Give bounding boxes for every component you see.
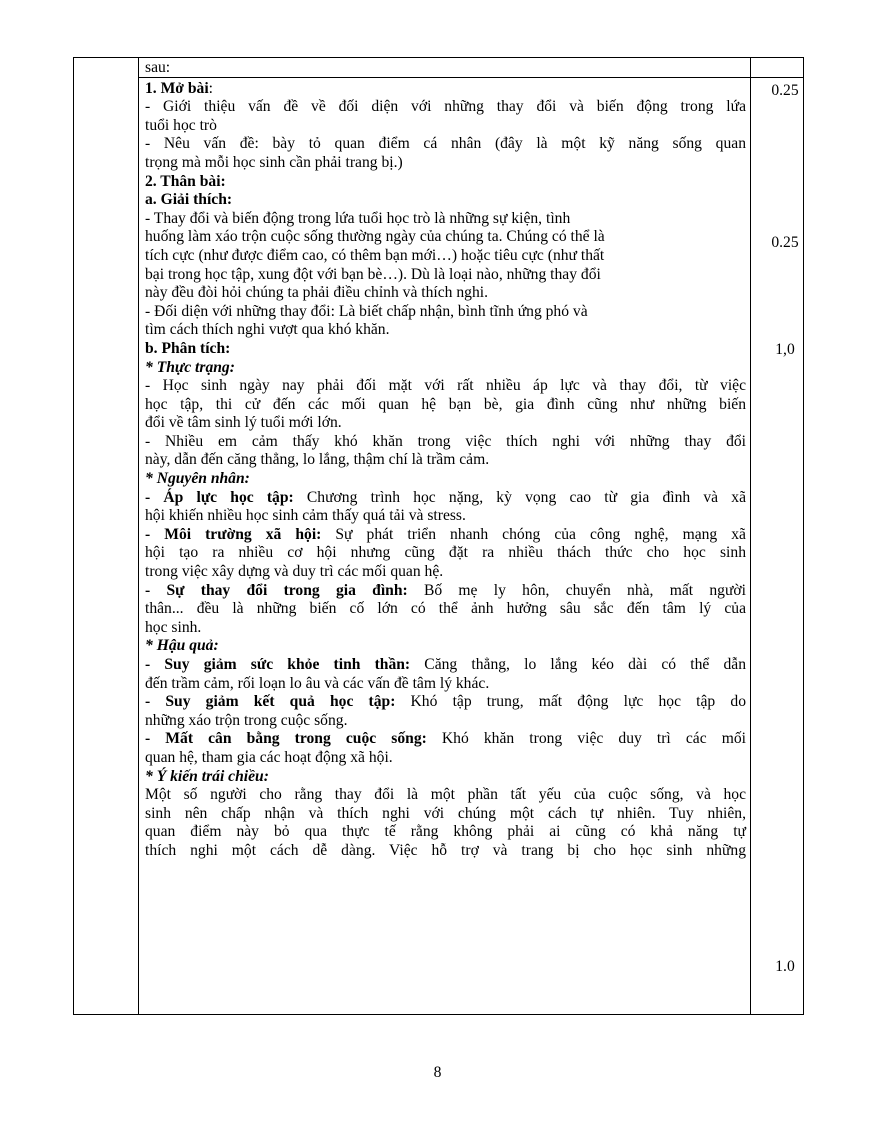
column-divider-1 xyxy=(138,58,139,1014)
text-line: đổi về tâm sinh lý tuổi mới lớn. xyxy=(145,414,342,432)
heading-y-kien-trai-chieu: * Ý kiến trái chiều: xyxy=(145,767,269,785)
text-line: - Học sinh ngày nay phải đối mặt với rất nhiều áp lực và thay đổi, từ việc xyxy=(145,377,746,395)
answer-content xyxy=(145,59,746,861)
text-line: bại trong học tập, xung đột với bạn bè…). Dù là loại nào, những thay đổi xyxy=(145,265,601,283)
heading-giai-thich: a. Giải thích: xyxy=(145,191,233,209)
text-line: thích nghi một cách dễ dàng. Việc hỗ trợ và trang bị cho học sinh những xyxy=(145,841,746,859)
text-line: quan hệ, tham gia các hoạt động xã hội. xyxy=(145,748,393,766)
text-line: Một số người cho rằng thay đổi là một phần tất yếu của cuộc sống, và học xyxy=(145,786,746,804)
text-line: - Suy giảm sức khỏe tinh thần: Căng thẳng, lo lắng kéo dài có thể dẫn xyxy=(145,656,746,673)
text-line: này, dẫn đến căng thẳng, lo lắng, thậm chí là trầm cảm. xyxy=(145,451,490,469)
heading-mo-bai: 1. Mở bài: xyxy=(145,79,213,97)
text-line: huống làm xáo trộn cuộc sống thường ngày của chúng ta. Chúng có thể là xyxy=(145,228,605,246)
text-line: tìm cách thích nghi vượt qua khó khăn. xyxy=(145,321,390,339)
heading-thuc-trang: * Thực trạng: xyxy=(145,358,235,376)
text-line: - Thay đổi và biến động trong lứa tuổi học trò là những sự kiện, tình xyxy=(145,209,571,227)
rubric-table xyxy=(73,57,804,1015)
text-line: - Áp lực học tập: Chương trình học nặng, kỳ vọng cao từ gia đình và xã xyxy=(145,488,746,506)
text-line: này đều đòi hỏi chúng ta phải điều chỉnh và thích nghi. xyxy=(145,284,488,302)
text-line: - Giới thiệu vấn đề về đối diện với những thay đổi và biến động trong lứa xyxy=(145,98,746,116)
text-line: tích cực (như được điểm cao, có thêm bạn mới…) hoặc tiêu cực (như thất xyxy=(145,246,605,264)
text-line: sau: xyxy=(145,59,171,76)
heading-than-bai: 2. Thân bài: xyxy=(145,172,226,190)
text-line: quan điểm này bỏ qua thực tế rằng không phải ai cũng có khả năng tự xyxy=(145,823,746,841)
column-divider-2 xyxy=(750,58,751,1014)
text-line: trong việc xây dựng và duy trì các mối quan hệ. xyxy=(145,563,444,581)
text-line: - Nhiều em cảm thấy khó khăn trong việc thích nghi với những thay đổi xyxy=(145,432,746,450)
score-value: 1,0 xyxy=(775,341,795,358)
text-line: đến trầm cảm, rối loạn lo âu và các vấn đề tâm lý khác. xyxy=(145,674,490,692)
score-value: 0.25 xyxy=(771,82,799,99)
text-line: sinh nên chấp nhận và thích nghi với chúng một cách tự nhiên. Tuy nhiên, xyxy=(145,804,746,822)
text-line: hội khiến nhiều học sinh cảm thấy quá tải và stress. xyxy=(145,507,466,525)
text-line: - Sự thay đổi trong gia đình: Bố mẹ ly hôn, chuyển nhà, mất người xyxy=(145,581,746,599)
text-line: thân... đều là những biến cố lớn có thể ảnh hưởng sâu sắc đến tâm lý của xyxy=(145,600,746,618)
text-line: - Nêu vấn đề: bày tỏ quan điểm cá nhân (đây là một kỹ năng sống quan xyxy=(145,135,746,153)
score-value: 1.0 xyxy=(775,958,795,975)
text-line: - Môi trường xã hội: Sự phát triển nhanh chóng của công nghệ, mạng xã xyxy=(145,525,746,543)
text-line: - Đối diện với những thay đổi: Là biết chấp nhận, bình tĩnh ứng phó và xyxy=(145,302,588,320)
text-line: những xáo trộn trong cuộc sống. xyxy=(145,711,348,729)
text-line: học tập, thi cử đến các mối quan hệ bạn bè, gia đình cũng như những biến xyxy=(145,395,746,413)
text-line: học sinh. xyxy=(145,618,202,636)
text-line: hội tạo ra nhiều cơ hội nhưng cũng đặt ra nhiều thách thức cho học sinh xyxy=(145,544,746,562)
text-line: - Suy giảm kết quả học tập: Khó tập trung, mất động lực học tập do xyxy=(145,693,746,711)
heading-nguyen-nhan: * Nguyên nhân: xyxy=(145,470,250,488)
text-line: trọng mà mỗi học sinh cần phải trang bị.) xyxy=(145,153,403,171)
heading-phan-tich: b. Phân tích: xyxy=(145,339,231,357)
heading-hau-qua: * Hậu quả: xyxy=(145,637,219,655)
page-number: 8 xyxy=(433,1064,442,1081)
score-value: 0.25 xyxy=(771,234,799,251)
text-line: - Mất cân bằng trong cuộc sống: Khó khăn trong việc duy trì các mối xyxy=(145,730,746,748)
text-line: tuổi học trò xyxy=(145,116,217,134)
